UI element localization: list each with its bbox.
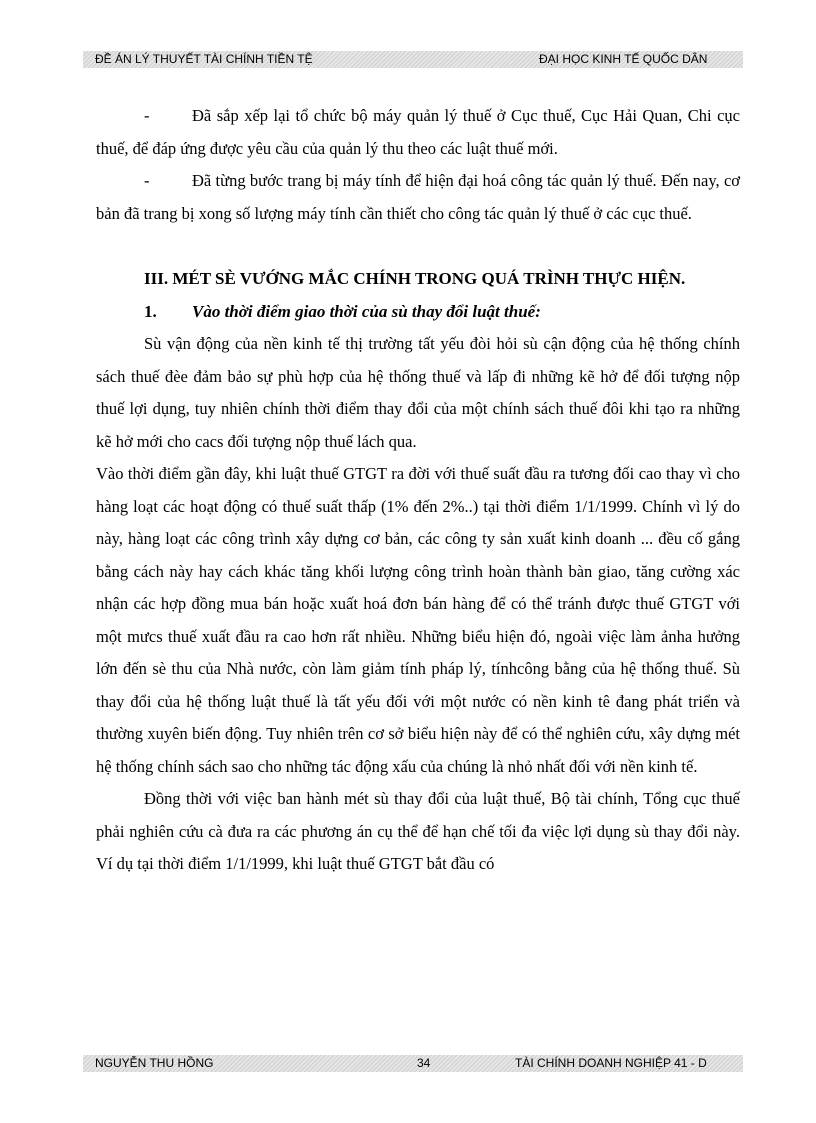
page-header (83, 51, 743, 68)
footer-class: TÀI CHÍNH DOANH NGHIỆP 41 - D (515, 1056, 707, 1070)
paragraph: Sù vận động của nền kinh tế thị trường tất yếu đòi hỏi sù cận động của hệ thống chính sách thuế đèe đảm bảo sự phù hợp của hệ thống thuế và lấp đi những kẽ hở để đối tượng nộp thuế lợi dụng, tuy nhiên chính thời điểm thay đổi của một chính sách thuế đôi khi tạo ra những kẽ hở mới cho cacs đối tượng nộp thuế lách qua. (96, 334, 740, 451)
bullet-text: Đã từng bước trang bị máy tính để hiện đại hoá công tác quản lý thuế. Đến nay, cơ bản đã trang bị xong số lượng máy tính cần thiết cho công tác quản lý thuế ở các cục thuế. (96, 171, 740, 223)
page-number: 34 (417, 1056, 431, 1070)
paragraph: Vào thời điểm gần đây, khi luật thuế GTGT ra đời với thuế suất đầu ra tương đối cao thay vì cho hàng loạt các hoạt động có thuế suất thấp (1% đến 2%..) tại thời điểm 1/1/1999. Chính vì lý do này, hàng loạt các công trình xây dựng cơ bản, các công ty sản xuất kinh doanh ... đều cố gắng bằng cách này hay cách khác tăng khối lượng công trình hoàn thành bàn giao, tăng cường xác nhận các hợp đồng mua bán hoặc xuất hoá đơn bán hàng để có thể tránh được thuế GTGT với một mưcs thuế xuất đầu ra cao hơn rất nhiều. Những biểu hiện đó, ngoài việc làm ảnha hưởng lớn đến sè thu của Nhà nước, còn làm giảm tính pháp lý, tínhcông bằng của hệ thống thuế. Sù thay đổi của hệ thống luật thuế là tất yếu đối với một nước có nền kinh tê đang phát triển và thường xuyên biến động. Tuy nhiên trên cơ sở biểu hiện này để có thể nghiên cứu, xây dựng mét hệ thống chính sách sao cho những tác động xấu của chúng là nhỏ nhất đối với nền kinh tế. (96, 464, 740, 776)
page-footer (83, 1055, 743, 1072)
section-heading: III. MÉT SÈ VƯỚNG MẮC CHÍNH TRONG QUÁ TRÌNH THỰC HIỆN. (144, 269, 686, 288)
bullet-item (96, 100, 740, 165)
paragraph: Đồng thời với việc ban hành mét sù thay đổi của luật thuế, Bộ tài chính, Tổng cục thuế phải nghiên cứu cà đưa ra các phương án cụ thể để hạn chế tối đa việc lợi dụng sù thay đổi này. Ví dụ tại thời điểm 1/1/1999, khi luật thuế GTGT bắt đầu có (96, 789, 740, 873)
bullet-dash: - (144, 171, 150, 190)
header-right-text: ĐẠI HỌC KINH TẾ QUỐC DÂN (539, 52, 708, 66)
bullet-text: Đã sắp xếp lại tổ chức bộ máy quản lý thuế ở Cục thuế, Cục Hải Quan, Chi cục thuế, để đáp ứng được yêu cầu của quản lý thu theo các luật thuế mới. (96, 106, 740, 158)
bullet-item (96, 165, 740, 230)
footer-author: NGUYỄN THU HỒNG (95, 1056, 214, 1070)
subsection-heading (96, 296, 740, 329)
spacer (96, 230, 740, 263)
subsection-title: Vào thời điểm giao thời của sù thay đổi luật thuế: (192, 301, 541, 321)
header-left-text: ĐỀ ÁN LÝ THUYẾT TÀI CHÍNH TIỀN TỆ (95, 52, 313, 66)
subsection-number: 1. (144, 301, 157, 321)
bullet-dash: - (144, 106, 150, 125)
page-body (96, 100, 740, 881)
